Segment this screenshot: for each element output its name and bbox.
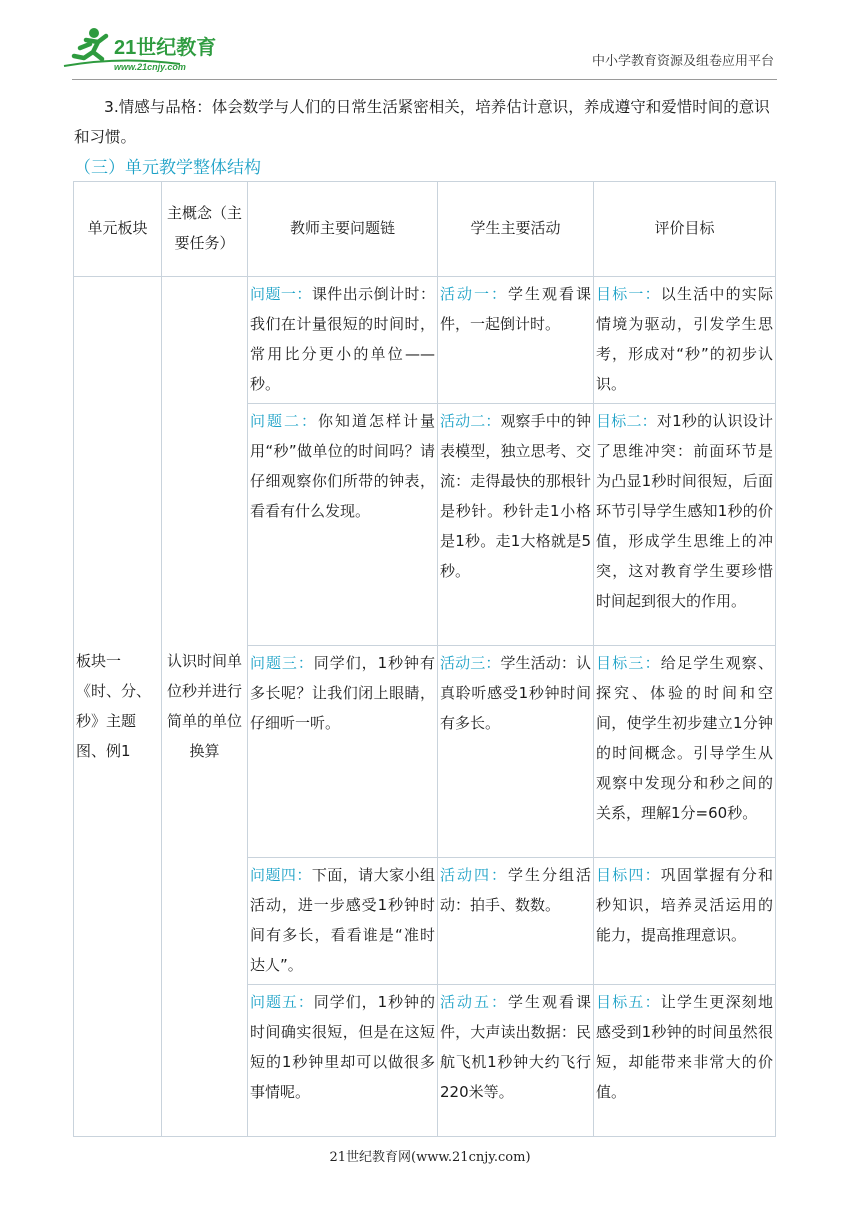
question-cell [248,858,438,985]
goal-cell [594,646,776,858]
page-header [60,26,780,74]
table-row [74,277,776,404]
activity-cell [438,404,594,646]
goal-label: 目标四： [596,866,661,884]
goal-cell [594,985,776,1137]
goal-label: 目标一： [596,285,661,303]
header-divider [72,79,777,80]
header-cell: 主概念（主要任务） [162,182,248,277]
activity-text: 观察手中的钟表模型，独立思考、交流：走得最快的那根针是秒针。秒针走1小格是1秒。走1大格就是5秒。 [440,412,591,580]
section-title: （三）单元教学整体结构 [74,158,261,178]
activity-label: 活动五： [440,993,508,1011]
activity-label: 活动四： [440,866,508,884]
question-label: 问题二： [250,412,318,430]
activity-cell [438,985,594,1137]
goal-text: 以生活中的实际情境为驱动，引发学生思考，形成对“秒”的初步认识。 [596,285,773,393]
question-label: 问题五： [250,993,314,1011]
goal-text: 给足学生观察、探究、体验的时间和空间，使学生初步建立1分钟的时间概念。引导学生从观察中发现分和秒之间的关系，理解1分=60秒。 [596,654,773,822]
logo-url: www.21cnjy.com [114,62,186,72]
goal-cell [594,858,776,985]
platform-name: 中小学教育资源及组卷应用平台 [591,54,774,69]
logo [60,26,240,74]
concept-cell: 认识时间单位秒并进行简单的单位换算 [162,277,248,1137]
question-text: 课件出示倒计时：我们在计量很短的时间时，常用比分更小的单位——秒。 [250,285,435,393]
intro-paragraph [74,92,776,152]
activity-cell [438,277,594,404]
structure-table [73,181,776,1137]
goal-label: 目标三： [596,654,661,672]
activity-text: 学生观看课件，一起倒计时。 [440,285,591,333]
table-header-row [74,182,776,277]
activity-cell [438,858,594,985]
activity-label: 活动三： [440,654,501,672]
question-text: 同学们，1秒钟的时间确实很短，但是在这短短的1秒钟里却可以做很多事情呢。 [250,993,435,1101]
intro-text: 3.情感与品格：体会数学与人们的日常生活紧密相关，培养估计意识，养成遵守和爱惜时间的意识和习惯。 [74,98,770,146]
activity-text: 学生活动：认真聆听感受1秒钟时间有多长。 [440,654,591,732]
question-cell [248,985,438,1137]
question-text: 你知道怎样计量用“秒”做单位的时间吗？请仔细观察你们所带的钟表，看看有什么发现。 [250,412,435,520]
question-text: 同学们，1秒钟有多长呢？让我们闭上眼睛，仔细听一听。 [250,654,435,732]
logo-text: 21世纪教育 [114,37,217,59]
activity-label: 活动一： [440,285,508,303]
activity-label: 活动二： [440,412,501,430]
question-cell [248,277,438,404]
goal-text: 巩固掌握有分和秒知识，培养灵活运用的能力，提高推理意识。 [596,866,773,944]
header-cell: 评价目标 [594,182,776,277]
goal-cell [594,404,776,646]
question-cell [248,646,438,858]
question-label: 问题四： [250,866,312,884]
question-text: 下面，请大家小组活动，进一步感受1秒钟时间有多长，看看谁是“准时达人”。 [250,866,435,974]
goal-label: 目标五： [596,993,661,1011]
goal-cell [594,277,776,404]
goal-label: 目标二： [596,412,657,430]
question-label: 问题一： [250,285,312,303]
logo-runner-icon [74,36,106,59]
goal-text: 对1秒的认识设计了思维冲突：前面环节是为凸显1秒时间很短，后面环节引导学生感知1秒的价值，形成学生思维上的冲突，这对教育学生要珍惜时间起到很大的作用。 [596,412,773,610]
activity-text: 学生观看课件，大声读出数据：民航飞机1秒钟大约飞行220米等。 [440,993,591,1101]
header-cell: 教师主要问题链 [248,182,438,277]
activity-text: 学生分组活动：拍手、数数。 [440,866,591,914]
page-footer: 21世纪教育网(www.21cnjy.com) [329,1150,531,1165]
block-cell: 板块一《时、分、秒》主题图、例1 [74,277,162,1137]
header-cell: 学生主要活动 [438,182,594,277]
activity-cell [438,646,594,858]
logo-head-icon [89,28,99,38]
header-cell: 单元板块 [74,182,162,277]
goal-text: 让学生更深刻地感受到1秒钟的时间虽然很短，却能带来非常大的价值。 [596,993,773,1101]
question-label: 问题三： [250,654,314,672]
question-cell [248,404,438,646]
